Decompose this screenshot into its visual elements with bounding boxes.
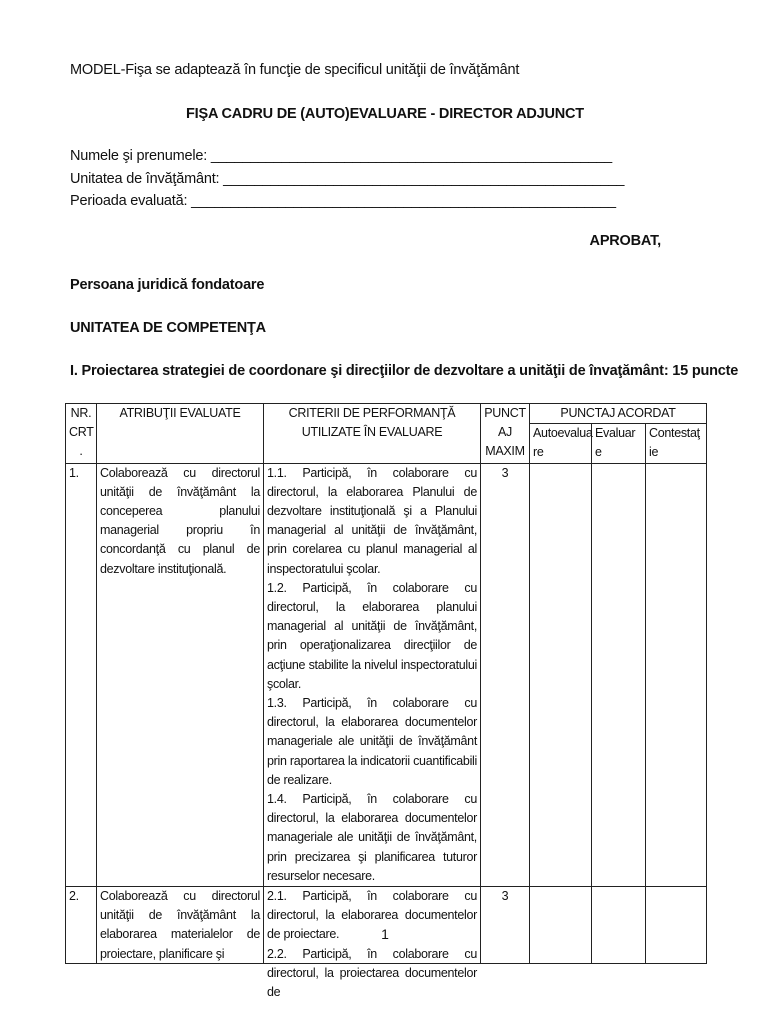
criterion-item: 2.1. Participă, în colaborare cu directorul, la elaborarea documentelor de proiectare. (267, 889, 477, 942)
row-attribution: Colaborează cu directorul unităţii de învăţământ la conceperea planului managerial propriu în concordanţă cu planul de dezvoltare instituţională. (97, 463, 264, 886)
criterion-item: 1.2. Participă, în colaborare cu directorul, la elaborarea planului managerial al unităţii de învăţământ, prin operaţionalizarea direcţiilor de acţiune stabilite la nivelul inspectoratului şcolar. (267, 580, 477, 691)
header-attributions: ATRIBUŢII EVALUATE (97, 404, 264, 464)
row-nr: 2. (66, 887, 97, 964)
header-criteria: CRITERII DE PERFORMANŢĂ UTILIZATE ÎN EVALUARE (264, 404, 481, 464)
unit-field: Unitatea de învăţământ: ___________________________________________________ (70, 171, 625, 187)
criterion-item: 2.2. Participă, în colaborare cu directorul, la proiectarea documentelor de (267, 946, 477, 1000)
row-criteria (264, 463, 481, 886)
row-max-points: 3 (481, 463, 530, 886)
competence-heading: UNITATEA DE COMPETENŢA (70, 320, 266, 336)
row-evaluation-cell (592, 463, 646, 886)
row-attribution-text: Colaborează cu directorul unităţii de învăţământ la elaborarea materialelor de proiectare, planificare şi (100, 889, 260, 961)
criterion-item: 1.3. Participă, în colaborare cu directorul, la elaborarea documentelor manageriale ale unităţii de învăţământ prin raportarea la indicatorii cuantificabili de realizare. (267, 696, 477, 787)
header-nr: NR. CRT . (66, 404, 97, 464)
header-max-points: PUNCT AJ MAXIM (481, 404, 530, 464)
header-contest: Contestaţ ie (646, 424, 707, 463)
evaluation-table (65, 403, 707, 1000)
header-self-evaluation: Autoevalua re (530, 424, 592, 463)
row-nr: 1. (66, 463, 97, 886)
period-field: Perioada evaluată: ______________________________________________________ (70, 193, 616, 209)
table-row (66, 463, 707, 886)
row-max-points: 3 (481, 887, 530, 964)
row-self-evaluation-cell (530, 463, 592, 886)
section-title: I. Proiectarea strategiei de coordonare şi direcţiilor de dezvoltare a unităţii de învaţământ: 15 puncte (70, 363, 739, 379)
name-field: Numele şi prenumele: ___________________________________________________ (70, 148, 612, 164)
row-contest-cell (646, 463, 707, 886)
approved-label: APROBAT, (589, 233, 661, 249)
header-evaluation: Evaluar e (592, 424, 646, 463)
criterion-item: 1.1. Participă, în colaborare cu directorul, la elaborarea Planului de dezvoltare instituţională şi a Planului managerial al unităţii de învăţământ, prin corelarea cu planul managerial al inspectoratului şcolar. (267, 465, 477, 576)
document-title: FIŞA CADRU DE (AUTO)EVALUARE - DIRECTOR ADJUNCT (186, 106, 584, 122)
legal-entity-label: Persoana juridică fondatoare (70, 277, 265, 293)
header-awarded: PUNCTAJ ACORDAT (530, 404, 707, 424)
criterion-item: 1.4. Participă, în colaborare cu directorul, la elaborarea documentelor manageriale ale unităţii de învăţământ, prin precizarea şi planificarea tuturor resurselor necesare. (267, 792, 477, 883)
table-header-row (66, 404, 707, 424)
page-number: 1 (381, 926, 389, 942)
model-note: MODEL-Fişa se adaptează în funcţie de specificul unităţii de învăţământ (70, 62, 520, 78)
